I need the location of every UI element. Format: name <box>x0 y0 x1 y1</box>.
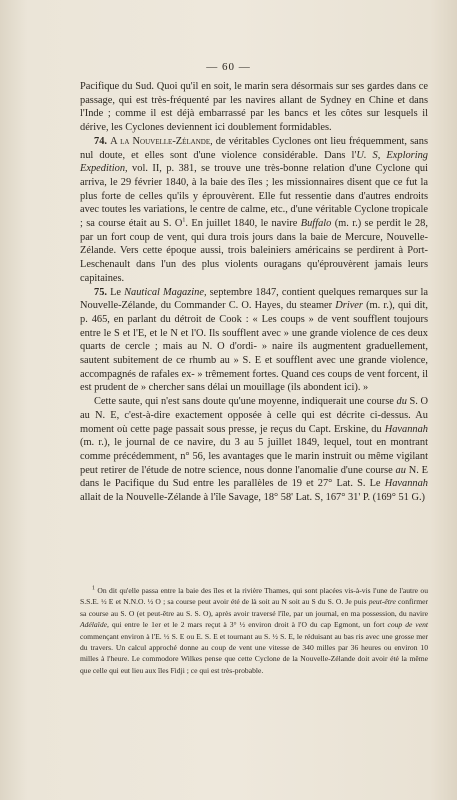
paragraph-text: Pacifique du Sud. Quoi qu'il en soit, le marin sera désormais sur ses gardes dans ce passage, qui est très-fréquenté par les navires allant de Sydney en Chine et dans l'Inde ; comme il est déjà embarrassé par les bancs et les côtes sur lesquels il dérive, les Cyclones deviennent ici doublement formidables. <box>80 81 428 134</box>
footnote-segment: On dit qu'elle passa entre la baie des îles et la rivière Thames, qui sont placées vis-à-vis l'une de l'autre ou S.S.E. ½ E et N.N.O. ½ O ; sa course peut avoir été de là soit au N soit au S du S. O. Je puis <box>80 586 428 607</box>
emphasis: coup de vent <box>387 620 428 630</box>
ship-name: Havannah <box>384 423 428 435</box>
ship-name: Havannah <box>384 478 428 490</box>
paragraph-text: . En juillet 1840, le navire <box>185 218 301 230</box>
emphasis: du <box>396 396 407 408</box>
section-number: 74. <box>94 135 107 147</box>
ship-name: Buffalo <box>300 218 332 230</box>
emphasis: peut-être <box>368 597 396 607</box>
footnote-segment: confirmer sa course au S. O (et peut-être au S. S. O), après avoir traversé l'île, par un journal, en ma possession, du navire <box>80 597 428 618</box>
paragraph-saute <box>80 395 428 505</box>
emphasis: au <box>395 464 406 476</box>
ship-name: Driver <box>335 300 363 312</box>
paragraph-text: (m. r.), qui dit, p. 465, en parlant du détroit de Cook : « Les coups » de vent soufflent toujours entre le S et l'E, et le N et l'O. Ils soufflent avec » une grande violence de ces deux quarts de cercle ; mais au N. O d'ordi- » naire ils augmentent graduellement, sautent subitement de ce rhumb au » S. E et soufflent avec une grande violence, accompagnés de rafales ex- » trêmement fortes. Quand ces coups de vent forcent, il est prudent de » chercher sans délai un mouillage (ils abondent ici). » <box>80 300 428 394</box>
footnote-segment: , qui entre le 1er et le 2 mars reçut à 3° ½ environ droit à l'O du cap Egmont, un fort <box>107 620 388 630</box>
paragraph-text: Cette saute, qui n'est sans doute qu'une moyenne, indiquerait une course <box>94 396 397 408</box>
section-number: 75. <box>94 286 107 298</box>
section-heading: A la Nouvelle-Zélande, <box>110 135 213 147</box>
paragraph-text: vol. II, p. 381, se trouve une très-bonne relation d'une Cyclone qui arriva, le 29 février 1840, à la baie des îles ; les missionnaires disent que ce fut la plus forte de celles qu'ils y éprouvèrent. Elle fut ressentie dans d'autres endroits avec toutes les variations, le centre de calme, etc., d'une véritable Cyclone tropicale ; sa course était au S. O <box>80 163 428 230</box>
source-title: U. S, Exploring Expedition, <box>80 149 428 175</box>
footnote-marker: 1 <box>92 585 95 592</box>
paragraph-text: S. O au N. E, c'est-à-dire exactement opposée à celle qui est décrite ci-dessus. Au moment où cette page passait sous presse, je reçus du Capt. Erskine, du <box>80 396 429 435</box>
paragraph-text: de véritables Cyclones ont lieu fréquemment, sans nul doute, et elles sont d'une violence considérable. Dans l' <box>80 135 428 161</box>
paragraph-text: (m. r.) se perdit le 28, par un fort coup de vent, qui dura trois jours dans la baie de Mercure, Nouvelle-Zélande. Vers cette époque aussi, trois baleiniers américains se perdirent à Port-Leschenault dans l'un des plus violents ouragans qu'éprouvèrent jamais leurs capitaines. <box>80 218 428 284</box>
paragraph-74 <box>80 135 428 286</box>
footnote-text <box>80 585 428 676</box>
paragraph-text: septembre 1847, contient quelques remarques sur la Nouvelle-Zélande, du Commander C. O. Hayes, du steamer <box>80 286 428 312</box>
footnote-segment: commençant environ à l'E. ½ S. E ou E. S. E et tournant au S. ½ S. E, le réduisant au bas ris avec une grosse mer du travers. Un calcul approché donne au coup de vent une vitesse de 340 milles par 36 heures ou environ 10 milles à l'heure. Le commodore Wilkes pense que cette Cyclone de la Nouvelle-Zélande doit avoir été la même que celle qui eut lieu aux îles Fidji ; ce qui est très-probable. <box>80 631 428 675</box>
paragraph-text: N. E dans le Pacifique du Sud entre les parallèles de 19 et 27° Lat. S. Le <box>80 464 428 490</box>
source-title: Nautical Magazine, <box>124 286 207 298</box>
paragraph-text: (m. r.), le journal de ce navire, du 3 au 5 juillet 1849, lequel, tout en montrant comme précédemment, n° 56, les avantages que le marin instruit ou même vigilant peut retirer de l'étude de notre science, nous donne l'anomalie d'une course <box>80 437 428 476</box>
body-text <box>80 80 428 505</box>
footnote-ref: 1 <box>182 217 186 224</box>
ship-name: Adélaïde <box>80 620 107 630</box>
paragraph-text: allait de la Nouvelle-Zélande à l'île Savage, 18° 58' Lat. S, 167° 31' P. (169° 51 G.) <box>80 492 426 504</box>
footnote <box>80 585 428 676</box>
paragraph-continuation <box>80 80 428 135</box>
page-number: — 60 — <box>206 61 251 73</box>
paragraph-text: Le <box>107 286 125 298</box>
paragraph-75 <box>80 286 428 396</box>
